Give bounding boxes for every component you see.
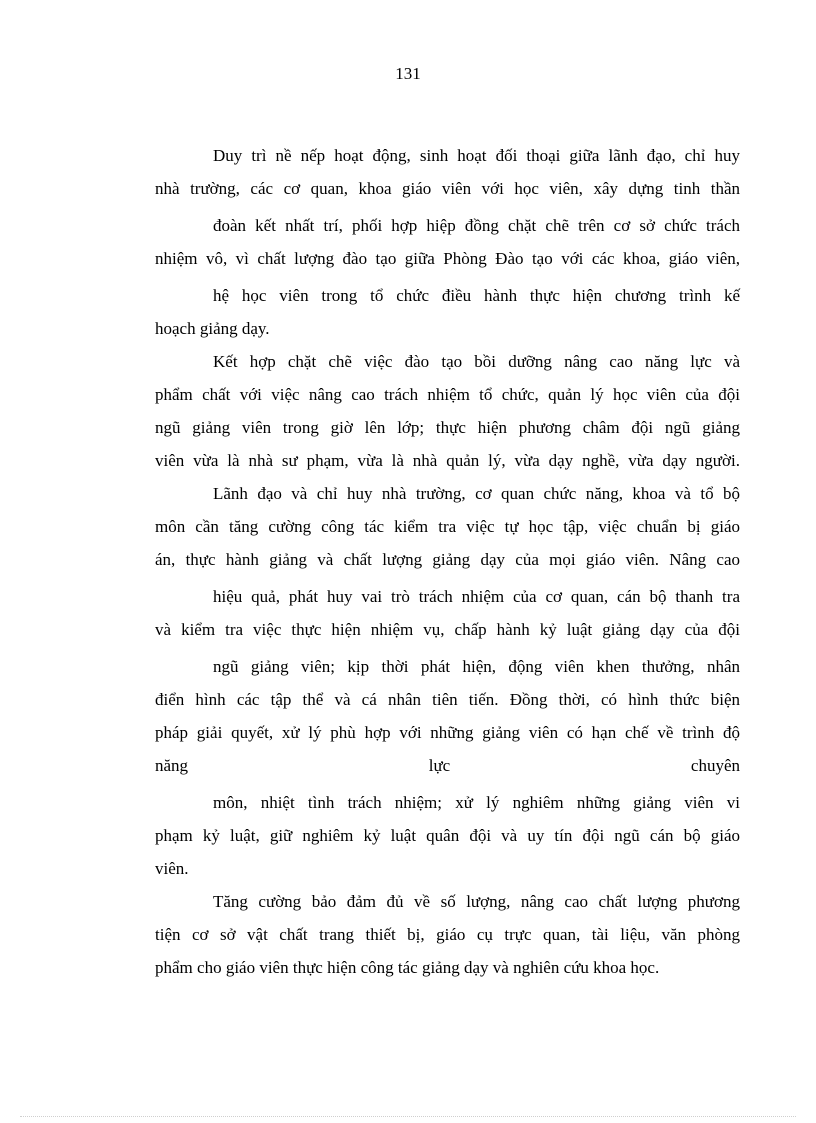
- body-text: [155, 143, 740, 988]
- text-line: hoạch giảng dạy.: [155, 319, 270, 338]
- text-line: Duy trì nề nếp hoạt động, sinh hoạt đối thoại giữa lãnh đạo, chỉ huy: [213, 146, 740, 165]
- text-line: Lãnh đạo và chỉ huy nhà trường, cơ quan chức năng, khoa và tổ bộ: [213, 484, 740, 503]
- page-number: 131: [395, 64, 421, 83]
- text-line: viên.: [155, 859, 189, 878]
- text-line: môn, nhiệt tình trách nhiệm; xử lý nghiêm những giảng viên vi: [213, 793, 740, 812]
- text-line: hiệu quả, phát huy vai trò trách nhiệm của cơ quan, cán bộ thanh tra: [213, 587, 740, 606]
- text-line: án, thực hành giảng và chất lượng giảng dạy của mọi giáo viên. Nâng cao: [155, 550, 740, 569]
- text-line: phạm kỷ luật, giữ nghiêm kỷ luật quân đội và uy tín đội ngũ cán bộ giáo: [155, 826, 740, 845]
- text-line: và kiểm tra việc thực hiện nhiệm vụ, chấp hành kỷ luật giảng dạy của đội: [155, 620, 740, 639]
- footer-divider: [20, 1116, 796, 1117]
- text-line: ngũ giảng viên trong giờ lên lớp; thực hiện phương châm đội ngũ giảng: [155, 418, 740, 437]
- text-line: Tăng cường bảo đảm đủ về số lượng, nâng cao chất lượng phương: [213, 892, 740, 911]
- text-line: viên vừa là nhà sư phạm, vừa là nhà quản lý, vừa dạy nghề, vừa dạy người.: [155, 451, 740, 470]
- text-line: môn cần tăng cường công tác kiểm tra việc tự học tập, việc chuẩn bị giáo: [155, 517, 740, 536]
- text-line: ngũ giảng viên; kịp thời phát hiện, động viên khen thưởng, nhân: [213, 657, 740, 676]
- text-line: Kết hợp chặt chẽ việc đào tạo bồi dưỡng nâng cao năng lực và: [213, 352, 740, 371]
- text-line: phẩm cho giáo viên thực hiện công tác giảng dạy và nghiên cứu khoa học.: [155, 958, 660, 977]
- text-line: hệ học viên trong tổ chức điều hành thực hiện chương trình kế: [213, 286, 740, 305]
- text-line: phẩm chất với việc nâng cao trách nhiệm tổ chức, quản lý học viên của đội: [155, 385, 740, 404]
- text-line: nhiệm vô, vì chất lượng đào tạo giữa Phòng Đào tạo với các khoa, giáo viên,: [155, 249, 740, 268]
- text-line: pháp giải quyết, xử lý phù hợp với những giảng viên có hạn chế về trình độ: [155, 723, 740, 742]
- text-line: điển hình các tập thể và cá nhân tiên tiến. Đồng thời, có hình thức biện: [155, 690, 740, 709]
- text-line: năng lực chuyên: [155, 756, 740, 775]
- text-line: tiện cơ sở vật chất trang thiết bị, giáo cụ trực quan, tài liệu, văn phòng: [155, 925, 740, 944]
- text-line: đoàn kết nhất trí, phối hợp hiệp đồng chặt chẽ trên cơ sở chức trách: [213, 216, 740, 235]
- text-line: nhà trường, các cơ quan, khoa giáo viên với học viên, xây dựng tinh thần: [155, 179, 740, 198]
